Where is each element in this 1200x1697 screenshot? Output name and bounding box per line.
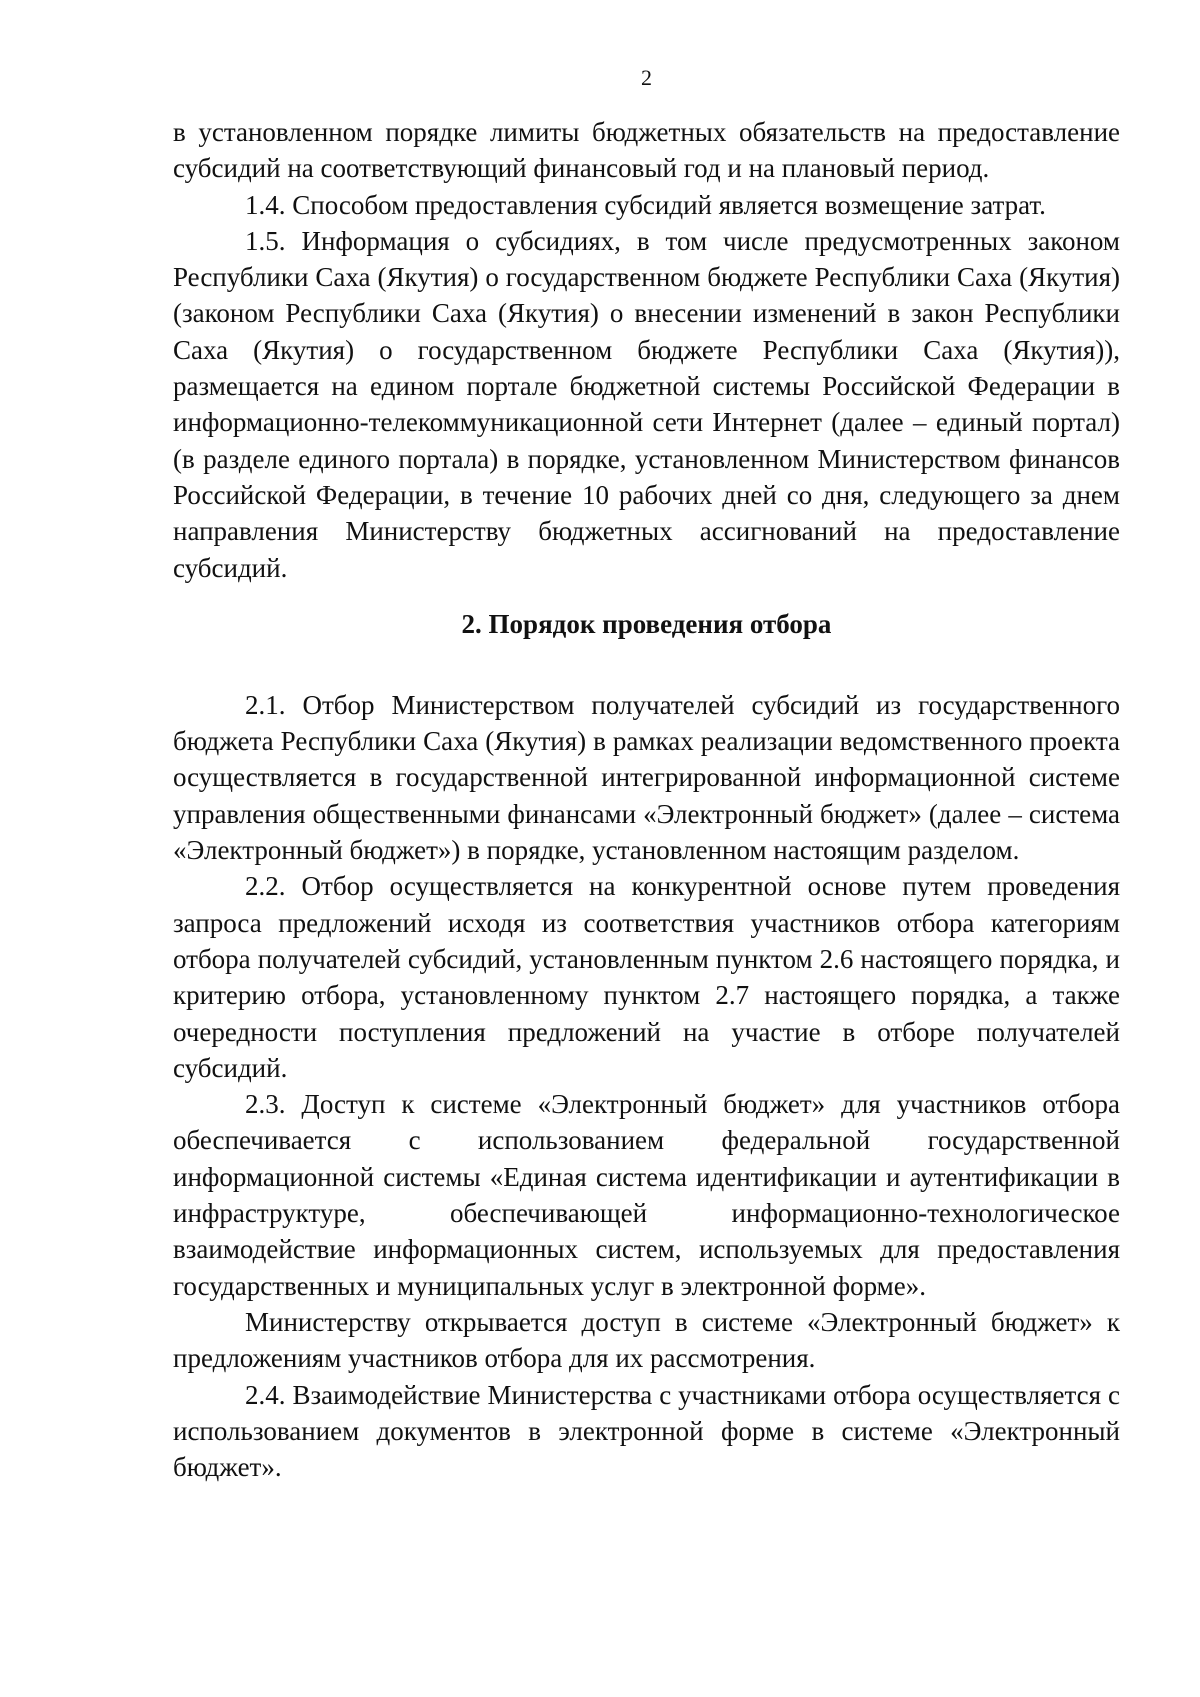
paragraph-2-3-access: Министерству открывается доступ в системе «Электронный бюджет» к предложениям участников отбора для их рассмотрения. <box>173 1306 1120 1374</box>
paragraph-2-3: 2.3. Доступ к системе «Электронный бюджет» для участников отбора обеспечивается с использованием федеральной государственной информационной системы «Единая система идентификации и аутентификации в инфраструктуре, обеспечивающей информационно-технологическое взаимодействие информационных систем, используемых для предоставления государственных и муниципальных услуг в электронной форме». <box>173 1089 1120 1301</box>
document-page <box>173 64 1120 1485</box>
paragraph-2-4: 2.4. Взаимодействие Министерства с участниками отбора осуществляется с использованием документов в электронной форме в системе «Электронный бюджет». <box>173 1379 1120 1483</box>
paragraph-intro: в установленном порядке лимиты бюджетных обязательств на предоставление субсидий на соответствующий финансовый год и на плановый период. <box>173 117 1120 184</box>
paragraph-1-4: 1.4. Способом предоставления субсидий является возмещение затрат. <box>245 189 1046 220</box>
page-number: 2 <box>641 65 652 90</box>
paragraph-2-1: 2.1. Отбор Министерством получателей субсидий из государственного бюджета Республики Саха (Якутия) в рамках реализации ведомственного проекта осуществляется в государственной интегрированной информационной системе управления общественными финансами «Электронный бюджет» (далее – система «Электронный бюджет») в порядке, установленном настоящим разделом. <box>173 689 1120 866</box>
section-2-title: 2. Порядок проведения отбора <box>461 608 832 639</box>
paragraph-1-5: 1.5. Информация о субсидиях, в том числе предусмотренных законом Республики Саха (Якутия) о государственном бюджете Республики Саха (Якутия) (законом Республики Саха (Якутия) о внесении изменений в закон Республики Саха (Якутия) о государственном бюджете Республики Саха (Якутия)), размещается на едином портале бюджетной системы Российской Федерации в информационно-телекоммуникационной сети Интернет (далее – единый портал) (в разделе единого портала) в порядке, установленном Министерством финансов Российской Федерации, в течение 10 рабочих дней со дня, следующего за днем направления Министерству бюджетных ассигнований на предоставление субсидий. <box>173 225 1120 583</box>
paragraph-2-2: 2.2. Отбор осуществляется на конкурентной основе путем проведения запроса предложений исходя из соответствия участников отбора категориям отбора получателей субсидий, установленным пунктом 2.6 настоящего порядка, и критерию отбора, установленному пунктом 2.7 настоящего порядка, а также очередности поступления предложений на участие в отборе получателей субсидий. <box>173 871 1120 1083</box>
